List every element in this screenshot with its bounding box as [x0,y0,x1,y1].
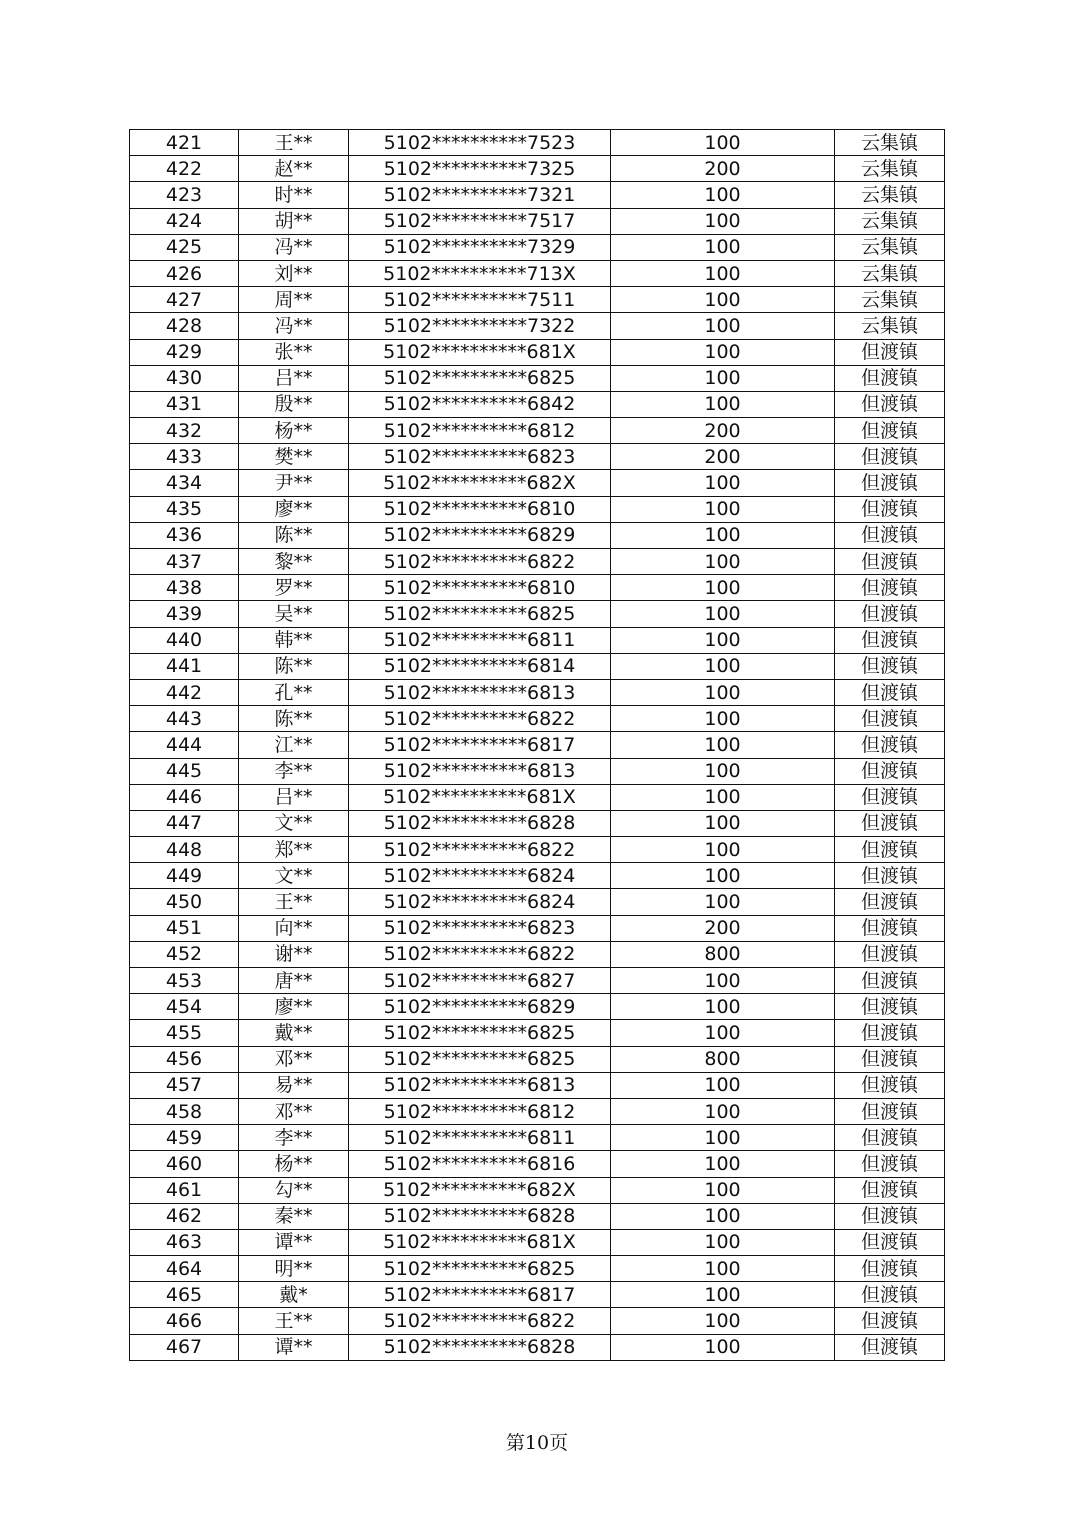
town-cell: 但渡镇 [835,1256,945,1282]
table-row [130,522,945,548]
town-cell: 云集镇 [835,287,945,313]
id-number-cell: 5102**********7511 [349,287,611,313]
name-cell: 秦** [239,1203,349,1229]
amount-cell: 200 [611,444,835,470]
row-number-cell: 459 [130,1125,239,1151]
amount-cell: 800 [611,941,835,967]
table-row [130,365,945,391]
name-cell: 文** [239,863,349,889]
id-number-cell: 5102**********7322 [349,313,611,339]
id-number-cell: 5102**********6829 [349,522,611,548]
town-cell: 但渡镇 [835,601,945,627]
amount-cell: 100 [611,365,835,391]
row-number-cell: 455 [130,1020,239,1046]
row-number-cell: 452 [130,941,239,967]
town-cell: 但渡镇 [835,339,945,365]
row-number-cell: 448 [130,837,239,863]
table-row [130,627,945,653]
name-cell: 邓** [239,1046,349,1072]
name-cell: 廖** [239,994,349,1020]
roster-table-body [130,130,945,1361]
row-number-cell: 428 [130,313,239,339]
id-number-cell: 5102**********682X [349,1177,611,1203]
town-cell: 但渡镇 [835,496,945,522]
row-number-cell: 456 [130,1046,239,1072]
id-number-cell: 5102**********6827 [349,968,611,994]
table-row [130,1282,945,1308]
town-cell: 但渡镇 [835,444,945,470]
amount-cell: 100 [611,968,835,994]
town-cell: 但渡镇 [835,1308,945,1334]
row-number-cell: 463 [130,1229,239,1255]
table-row [130,182,945,208]
name-cell: 张** [239,339,349,365]
name-cell: 杨** [239,1151,349,1177]
name-cell: 刘** [239,260,349,286]
amount-cell: 200 [611,915,835,941]
name-cell: 郑** [239,837,349,863]
name-cell: 邓** [239,1098,349,1124]
id-number-cell: 5102**********6816 [349,1151,611,1177]
name-cell: 罗** [239,575,349,601]
name-cell: 吕** [239,365,349,391]
row-number-cell: 465 [130,1282,239,1308]
row-number-cell: 427 [130,287,239,313]
row-number-cell: 432 [130,418,239,444]
id-number-cell: 5102**********6813 [349,758,611,784]
row-number-cell: 457 [130,1072,239,1098]
town-cell: 但渡镇 [835,706,945,732]
amount-cell: 100 [611,496,835,522]
town-cell: 但渡镇 [835,863,945,889]
table-row [130,1020,945,1046]
amount-cell: 100 [611,208,835,234]
table-row [130,941,945,967]
name-cell: 时** [239,182,349,208]
id-number-cell: 5102**********7517 [349,208,611,234]
row-number-cell: 430 [130,365,239,391]
table-row [130,653,945,679]
name-cell: 王** [239,1308,349,1334]
name-cell: 戴** [239,1020,349,1046]
id-number-cell: 5102**********6823 [349,915,611,941]
id-number-cell: 5102**********6828 [349,1334,611,1360]
amount-cell: 100 [611,1177,835,1203]
amount-cell: 100 [611,1256,835,1282]
town-cell: 但渡镇 [835,1177,945,1203]
table-row [130,837,945,863]
id-number-cell: 5102**********6812 [349,418,611,444]
row-number-cell: 444 [130,732,239,758]
page-number: 第10页 [505,1432,569,1454]
id-number-cell: 5102**********7523 [349,130,611,156]
row-number-cell: 441 [130,653,239,679]
amount-cell: 100 [611,391,835,417]
name-cell: 廖** [239,496,349,522]
town-cell: 但渡镇 [835,470,945,496]
amount-cell: 100 [611,1308,835,1334]
row-number-cell: 436 [130,522,239,548]
id-number-cell: 5102**********681X [349,1229,611,1255]
table-row [130,1072,945,1098]
table-row [130,444,945,470]
id-number-cell: 5102**********6823 [349,444,611,470]
id-number-cell: 5102**********682X [349,470,611,496]
amount-cell: 100 [611,182,835,208]
amount-cell: 100 [611,653,835,679]
row-number-cell: 424 [130,208,239,234]
town-cell: 但渡镇 [835,1020,945,1046]
id-number-cell: 5102**********7321 [349,182,611,208]
row-number-cell: 464 [130,1256,239,1282]
amount-cell: 100 [611,339,835,365]
town-cell: 但渡镇 [835,1098,945,1124]
row-number-cell: 451 [130,915,239,941]
id-number-cell: 5102**********6811 [349,1125,611,1151]
town-cell: 但渡镇 [835,679,945,705]
town-cell: 但渡镇 [835,522,945,548]
amount-cell: 100 [611,1282,835,1308]
table-row [130,758,945,784]
id-number-cell: 5102**********6813 [349,1072,611,1098]
name-cell: 戴* [239,1282,349,1308]
row-number-cell: 461 [130,1177,239,1203]
name-cell: 胡** [239,208,349,234]
amount-cell: 100 [611,234,835,260]
town-cell: 云集镇 [835,156,945,182]
table-row [130,470,945,496]
table-row [130,706,945,732]
name-cell: 向** [239,915,349,941]
table-row [130,732,945,758]
row-number-cell: 449 [130,863,239,889]
table-row [130,575,945,601]
id-number-cell: 5102**********6825 [349,1046,611,1072]
id-number-cell: 5102**********681X [349,784,611,810]
table-row [130,968,945,994]
table-row [130,601,945,627]
id-number-cell: 5102**********713X [349,260,611,286]
name-cell: 易** [239,1072,349,1098]
town-cell: 但渡镇 [835,418,945,444]
row-number-cell: 426 [130,260,239,286]
id-number-cell: 5102**********6824 [349,889,611,915]
town-cell: 云集镇 [835,313,945,339]
row-number-cell: 460 [130,1151,239,1177]
row-number-cell: 437 [130,549,239,575]
amount-cell: 100 [611,1203,835,1229]
row-number-cell: 453 [130,968,239,994]
name-cell: 冯** [239,234,349,260]
row-number-cell: 445 [130,758,239,784]
name-cell: 明** [239,1256,349,1282]
id-number-cell: 5102**********6825 [349,1256,611,1282]
id-number-cell: 5102**********6822 [349,549,611,575]
id-number-cell: 5102**********6813 [349,679,611,705]
id-number-cell: 5102**********6822 [349,1308,611,1334]
town-cell: 但渡镇 [835,1125,945,1151]
amount-cell: 200 [611,156,835,182]
table-row [130,234,945,260]
amount-cell: 100 [611,706,835,732]
id-number-cell: 5102**********6812 [349,1098,611,1124]
name-cell: 吕** [239,784,349,810]
row-number-cell: 467 [130,1334,239,1360]
table-row [130,1177,945,1203]
town-cell: 但渡镇 [835,1151,945,1177]
name-cell: 孔** [239,679,349,705]
amount-cell: 100 [611,470,835,496]
id-number-cell: 5102**********681X [349,339,611,365]
town-cell: 但渡镇 [835,391,945,417]
town-cell: 但渡镇 [835,758,945,784]
town-cell: 但渡镇 [835,549,945,575]
name-cell: 陈** [239,706,349,732]
name-cell: 冯** [239,313,349,339]
amount-cell: 100 [611,1098,835,1124]
town-cell: 但渡镇 [835,915,945,941]
town-cell: 云集镇 [835,182,945,208]
row-number-cell: 446 [130,784,239,810]
table-row [130,1334,945,1360]
amount-cell: 100 [611,627,835,653]
table-row [130,156,945,182]
table-row [130,810,945,836]
town-cell: 但渡镇 [835,837,945,863]
name-cell: 陈** [239,522,349,548]
row-number-cell: 442 [130,679,239,705]
amount-cell: 100 [611,130,835,156]
table-row [130,915,945,941]
amount-cell: 100 [611,679,835,705]
amount-cell: 100 [611,758,835,784]
row-number-cell: 443 [130,706,239,732]
amount-cell: 100 [611,1229,835,1255]
name-cell: 周** [239,287,349,313]
name-cell: 李** [239,758,349,784]
table-row [130,1098,945,1124]
name-cell: 王** [239,130,349,156]
town-cell: 但渡镇 [835,889,945,915]
name-cell: 吴** [239,601,349,627]
name-cell: 谭** [239,1334,349,1360]
name-cell: 江** [239,732,349,758]
row-number-cell: 450 [130,889,239,915]
row-number-cell: 462 [130,1203,239,1229]
id-number-cell: 5102**********6810 [349,575,611,601]
town-cell: 云集镇 [835,234,945,260]
amount-cell: 100 [611,1151,835,1177]
id-number-cell: 5102**********7329 [349,234,611,260]
row-number-cell: 458 [130,1098,239,1124]
table-row [130,260,945,286]
name-cell: 樊** [239,444,349,470]
row-number-cell: 454 [130,994,239,1020]
table-row [130,418,945,444]
town-cell: 但渡镇 [835,941,945,967]
amount-cell: 100 [611,601,835,627]
name-cell: 唐** [239,968,349,994]
town-cell: 但渡镇 [835,1046,945,1072]
amount-cell: 100 [611,837,835,863]
town-cell: 但渡镇 [835,365,945,391]
id-number-cell: 5102**********6822 [349,941,611,967]
town-cell: 但渡镇 [835,1203,945,1229]
name-cell: 赵** [239,156,349,182]
town-cell: 但渡镇 [835,1334,945,1360]
amount-cell: 100 [611,313,835,339]
id-number-cell: 5102**********6829 [349,994,611,1020]
roster-table [129,129,945,1361]
table-row [130,1308,945,1334]
row-number-cell: 423 [130,182,239,208]
table-row [130,889,945,915]
row-number-cell: 429 [130,339,239,365]
amount-cell: 800 [611,1046,835,1072]
amount-cell: 100 [611,1020,835,1046]
table-row [130,1203,945,1229]
table-row [130,994,945,1020]
amount-cell: 100 [611,522,835,548]
name-cell: 谢** [239,941,349,967]
town-cell: 云集镇 [835,260,945,286]
town-cell: 但渡镇 [835,784,945,810]
table-row [130,130,945,156]
id-number-cell: 5102**********6822 [349,706,611,732]
name-cell: 王** [239,889,349,915]
amount-cell: 100 [611,863,835,889]
town-cell: 但渡镇 [835,994,945,1020]
table-row [130,863,945,889]
id-number-cell: 5102**********7325 [349,156,611,182]
id-number-cell: 5102**********6842 [349,391,611,417]
row-number-cell: 447 [130,810,239,836]
table-row [130,1256,945,1282]
row-number-cell: 438 [130,575,239,601]
id-number-cell: 5102**********6814 [349,653,611,679]
name-cell: 黎** [239,549,349,575]
id-number-cell: 5102**********6828 [349,810,611,836]
row-number-cell: 466 [130,1308,239,1334]
table-row [130,208,945,234]
town-cell: 但渡镇 [835,1282,945,1308]
id-number-cell: 5102**********6817 [349,1282,611,1308]
table-row [130,679,945,705]
name-cell: 杨** [239,418,349,444]
id-number-cell: 5102**********6825 [349,365,611,391]
row-number-cell: 431 [130,391,239,417]
town-cell: 但渡镇 [835,968,945,994]
row-number-cell: 433 [130,444,239,470]
amount-cell: 100 [611,732,835,758]
name-cell: 尹** [239,470,349,496]
amount-cell: 200 [611,418,835,444]
table-row [130,1125,945,1151]
town-cell: 但渡镇 [835,575,945,601]
amount-cell: 100 [611,549,835,575]
name-cell: 陈** [239,653,349,679]
row-number-cell: 422 [130,156,239,182]
table-row [130,1229,945,1255]
amount-cell: 100 [611,1072,835,1098]
town-cell: 云集镇 [835,208,945,234]
name-cell: 李** [239,1125,349,1151]
id-number-cell: 5102**********6828 [349,1203,611,1229]
town-cell: 但渡镇 [835,627,945,653]
town-cell: 但渡镇 [835,1072,945,1098]
amount-cell: 100 [611,994,835,1020]
id-number-cell: 5102**********6825 [349,1020,611,1046]
amount-cell: 100 [611,889,835,915]
name-cell: 文** [239,810,349,836]
name-cell: 谭** [239,1229,349,1255]
id-number-cell: 5102**********6825 [349,601,611,627]
table-row [130,339,945,365]
town-cell: 但渡镇 [835,732,945,758]
name-cell: 勾** [239,1177,349,1203]
town-cell: 但渡镇 [835,810,945,836]
amount-cell: 100 [611,1334,835,1360]
table-row [130,549,945,575]
id-number-cell: 5102**********6810 [349,496,611,522]
amount-cell: 100 [611,260,835,286]
town-cell: 但渡镇 [835,1229,945,1255]
id-number-cell: 5102**********6817 [349,732,611,758]
amount-cell: 100 [611,575,835,601]
name-cell: 韩** [239,627,349,653]
table-row [130,496,945,522]
table-row [130,1046,945,1072]
amount-cell: 100 [611,784,835,810]
amount-cell: 100 [611,287,835,313]
row-number-cell: 421 [130,130,239,156]
row-number-cell: 440 [130,627,239,653]
town-cell: 但渡镇 [835,653,945,679]
row-number-cell: 425 [130,234,239,260]
amount-cell: 100 [611,1125,835,1151]
table-row [130,313,945,339]
id-number-cell: 5102**********6824 [349,863,611,889]
id-number-cell: 5102**********6811 [349,627,611,653]
table-row [130,1151,945,1177]
row-number-cell: 439 [130,601,239,627]
table-row [130,391,945,417]
id-number-cell: 5102**********6822 [349,837,611,863]
table-row [130,784,945,810]
name-cell: 殷** [239,391,349,417]
table-row [130,287,945,313]
row-number-cell: 434 [130,470,239,496]
row-number-cell: 435 [130,496,239,522]
town-cell: 云集镇 [835,130,945,156]
amount-cell: 100 [611,810,835,836]
